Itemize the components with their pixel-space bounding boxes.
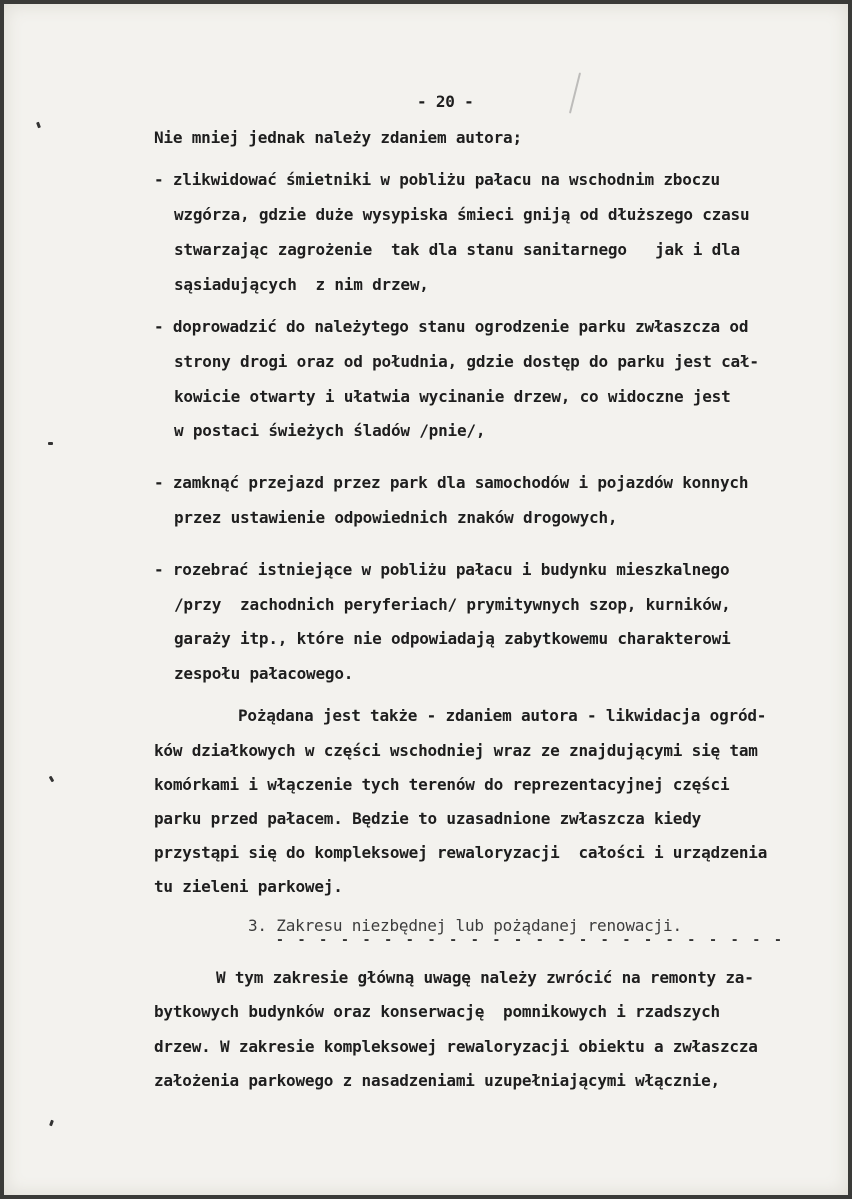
text-line: - rozebrać istniejące w pobliżu pałacu i budynku mieszkalnego: [154, 560, 730, 579]
text-line: - doprowadzić do należytego stanu ogrodzenie parku zwłaszcza od: [154, 317, 749, 336]
paragraph-first-line: W tym zakresie główną uwagę należy zwrócić na remonty za-: [216, 968, 754, 987]
text-line: zespołu pałacowego.: [174, 664, 354, 683]
section-heading: 3. Zakresu niezbędnej lub pożądanej renowacji.: [248, 916, 682, 935]
text-line: /przy zachodnich peryferiach/ prymitywnych szop, kurników,: [174, 595, 731, 614]
text-line: komórkami i włączenie tych terenów do reprezentacyjnej części: [154, 775, 730, 794]
text-line: stwarzając zagrożenie tak dla stanu sanitarnego jak i dla: [174, 240, 740, 259]
text-line: strony drogi oraz od południa, gdzie dostęp do parku jest cał-: [174, 352, 759, 371]
text-line: parku przed pałacem. Będzie to uzasadnione zwłaszcza kiedy: [154, 809, 702, 828]
text-line: tu zieleni parkowej.: [154, 877, 343, 896]
paragraph-first-line: Pożądana jest także - zdaniem autora - likwidacja ogród-: [238, 706, 767, 725]
text-line: założenia parkowego z nasadzeniami uzupełniającymi włącznie,: [154, 1071, 720, 1090]
text-line: przystąpi się do kompleksowej rewaloryzacji całości i urządzenia: [154, 843, 768, 862]
text-line: w postaci świeżych śladów /pnie/,: [174, 421, 486, 440]
pen-stroke-mark: [569, 72, 581, 113]
text-line: kowicie otwarty i ułatwia wycinanie drzew, co widoczne jest: [174, 387, 731, 406]
document-page: [4, 4, 848, 1195]
text-line: garaży itp., które nie odpowiadają zabytkowemu charakterowi: [174, 629, 731, 648]
text-line: ków działkowych w części wschodniej wraz ze znajdującymi się tam: [154, 741, 758, 760]
margin-mark: [49, 1120, 54, 1127]
text-line: wzgórza, gdzie duże wysypiska śmieci gniją od dłuższego czasu: [174, 205, 750, 224]
intro-line: Nie mniej jednak należy zdaniem autora;: [154, 128, 522, 147]
text-line: przez ustawienie odpowiednich znaków drogowych,: [174, 508, 618, 527]
text-line: sąsiadujących z nim drzew,: [174, 275, 429, 294]
text-line: - zamknąć przejazd przez park dla samochodów i pojazdów konnych: [154, 473, 749, 492]
heading-dashed-underline: - - - - - - - - - - - - - - - - - - - - - - - -: [276, 933, 785, 948]
margin-mark: [49, 776, 55, 783]
page-number: - 20 -: [417, 92, 474, 111]
margin-mark: [36, 122, 41, 129]
margin-mark: [48, 442, 53, 445]
text-line: drzew. W zakresie kompleksowej rewaloryzacji obiektu a zwłaszcza: [154, 1037, 758, 1056]
text-line: bytkowych budynków oraz konserwację pomnikowych i rzadszych: [154, 1002, 720, 1021]
text-line: - zlikwidować śmietniki w pobliżu pałacu na wschodnim zboczu: [154, 170, 720, 189]
